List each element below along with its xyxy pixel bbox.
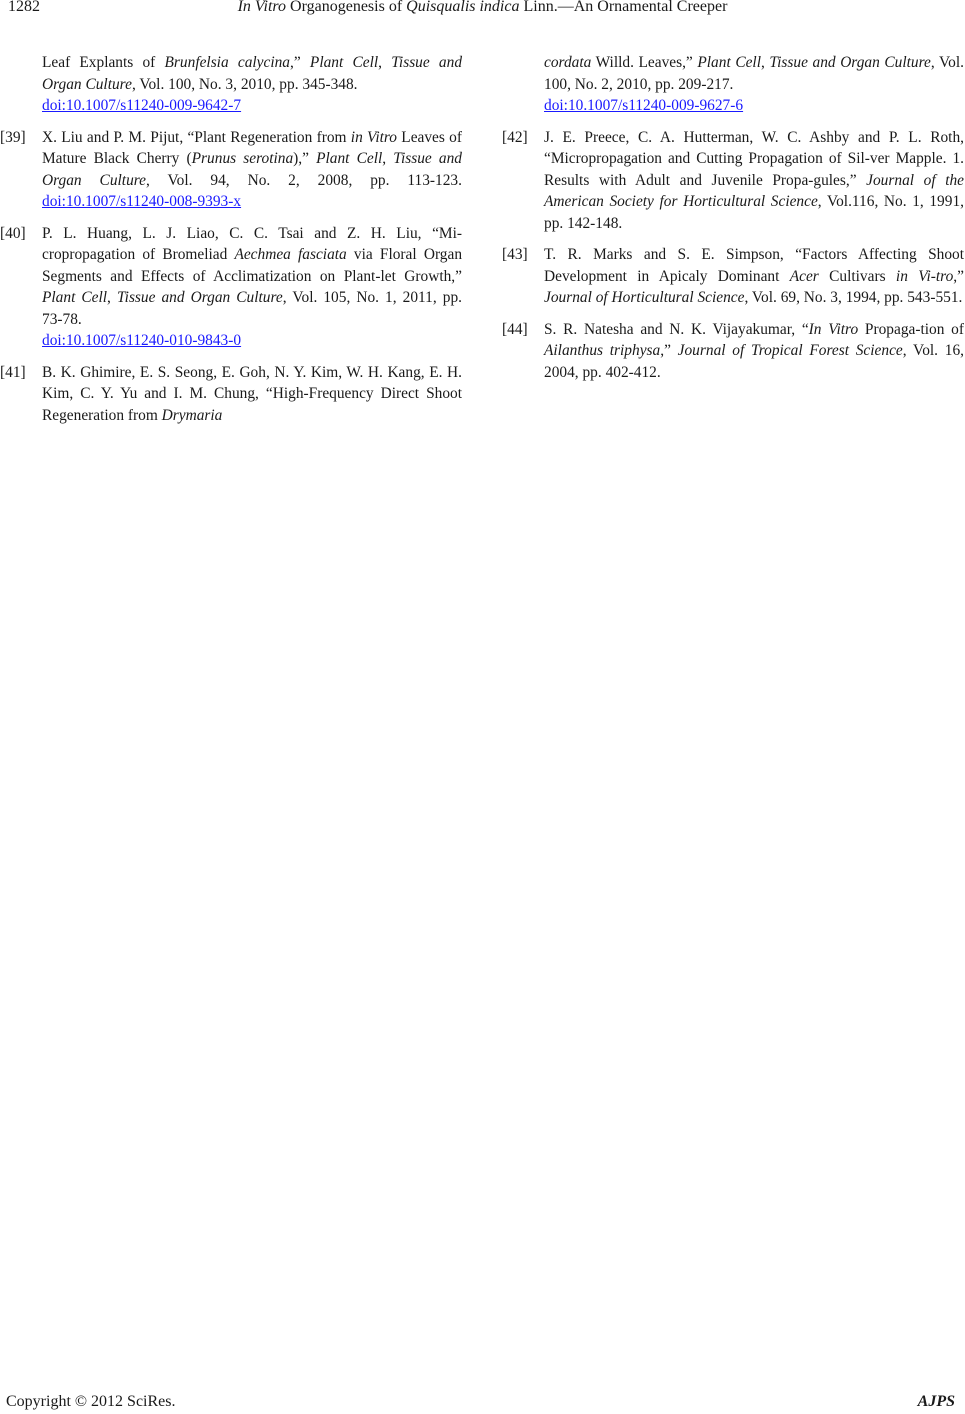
journal-abbreviation: AJPS	[917, 1393, 955, 1410]
reference-number: [39]	[0, 128, 26, 146]
doi-link[interactable]: doi:10.1007/s11240-009-9642-7	[42, 97, 242, 114]
reference-44: [44] S. R. Natesha and N. K. Vijayakumar, “In Vitro Propaga-tion of Ailanthus triphysa,” Journal of Tropical Forest Science, Vol. 16, 2004, pp. 402-412.	[502, 320, 965, 381]
reference-41-continued: cordata Willd. Leaves,” Plant Cell, Tissue and Organ Culture, Vol. 100, No. 2, 2010, pp. 209-217. doi:10.1007/s11240-009-9627-6	[544, 54, 964, 114]
reference-number: [41]	[0, 363, 26, 381]
right-column	[502, 52, 965, 393]
reference-number: [40]	[0, 224, 26, 242]
copyright-notice: Copyright © 2012 SciRes.	[6, 1393, 176, 1410]
doi-link[interactable]: doi:10.1007/s11240-008-9393-x	[42, 193, 242, 210]
reference-42: [42] J. E. Preece, C. A. Hutterman, W. C. Ashby and P. L. Roth, “Micropropagation and Cutting Propagation of Sil-ver Mapple. 1. Results with Adult and Juvenile Propa-gules,” Journal of the American Society for Horticultural Science, Vol.116, No. 1, 1991, pp. 142-148.	[502, 128, 964, 232]
reference-43: [43] T. R. Marks and S. E. Simpson, “Factors Affecting Shoot Development in Apicaly Dominant Acer Cultivars in Vi-tro,” Journal of Horticultural Science, Vol. 69, No. 3, 1994, pp. 543-551.	[502, 246, 964, 306]
reference-41: [41] B. K. Ghimire, E. S. Seong, E. Goh, N. Y. Kim, W. H. Kang, E. H. Kim, C. Y. Yu and I. M. Chung, “High-Frequency Direct Shoot Regeneration from Drymaria	[0, 363, 462, 424]
reference-number: [44]	[502, 320, 528, 338]
reference-38-continued: Leaf Explants of Brunfelsia calycina,” Plant Cell, Tissue and Organ Culture, Vol. 100, No. 3, 2010, pp. 345-348. doi:10.1007/s11240-009-9642-7	[42, 54, 463, 114]
doi-link[interactable]: doi:10.1007/s11240-010-9843-0	[42, 332, 242, 349]
reference-number: [42]	[502, 128, 528, 146]
left-column	[0, 52, 463, 436]
reference-number: [43]	[502, 246, 528, 263]
running-title: In Vitro Organogenesis of Quisqualis indica Linn.—An Ornamental Creeper	[237, 0, 728, 15]
reference-40: [40] P. L. Huang, L. J. Liao, C. C. Tsai and Z. H. Liu, “Mi-cropropagation of Bromeliad Aechmea fasciata via Floral Organ Segments and Effects of Acclimatization on Plant-let Growth,” Plant Cell, Tissue and Organ Culture, Vol. 105, No. 1, 2011, pp. 73-78. doi:10.1007/s11240-010-9843-0	[0, 224, 463, 349]
page-number: 1282	[8, 0, 40, 15]
reference-39: [39] X. Liu and P. M. Pijut, “Plant Regeneration from in Vitro Leaves of Mature Black Cherry (Prunus serotina),” Plant Cell, Tissue and Organ Culture, Vol. 94, No. 2, 2008, pp. 113-123. doi:10.1007/s11240-008-9393-x	[0, 128, 462, 210]
doi-link[interactable]: doi:10.1007/s11240-009-9627-6	[544, 97, 744, 114]
